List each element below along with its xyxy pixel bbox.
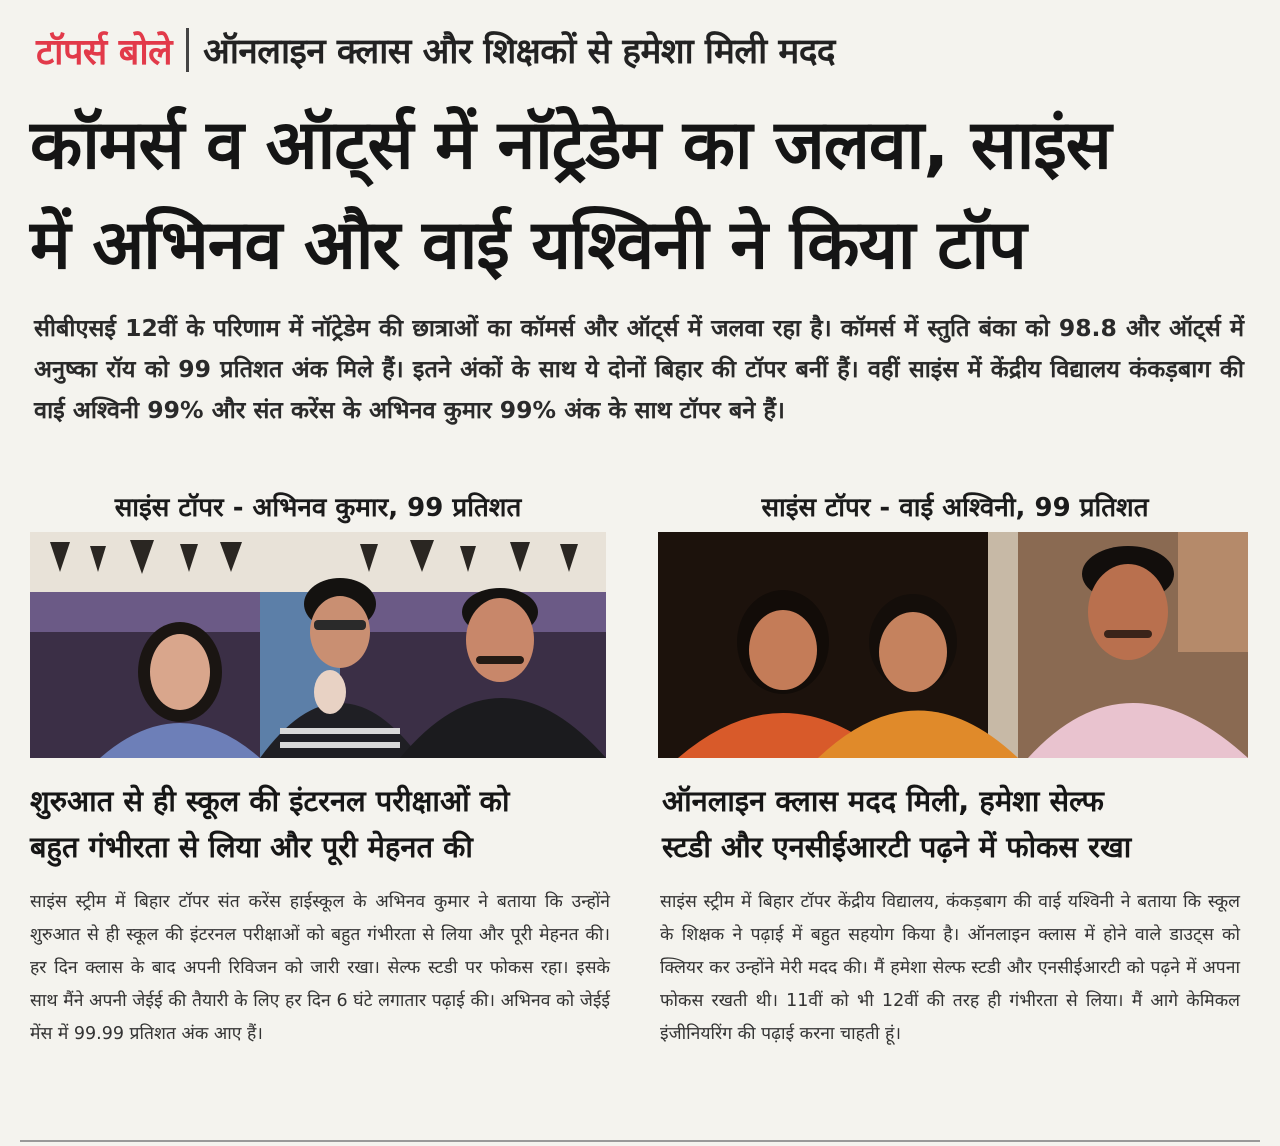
- headline: [30, 96, 1250, 296]
- right-photo-illustration: [658, 532, 1248, 758]
- left-photo: [30, 532, 606, 758]
- right-subhead: [662, 778, 1242, 870]
- left-article-body: साइंस स्ट्रीम में बिहार टॉपर संत करेंस हाईस्कूल के अभिनव कुमार ने बताया कि उन्होंने शुरुआत से ही स्कूल की इंटरनल परीक्षाओं को बहुत गंभीरता से लिया और पूरी मेहनत की। हर दिन क्लास के बाद अपनी रिविजन को जारी रखा। सेल्फ स्टडी पर फोकस रहा। इसके साथ मैंने अपनी जेईई की तैयारी के लिए हर दिन 6 घंटे लगातार पढ़ाई की। अभिनव को जेईई मेंस में 99.99 प्रतिशत अंक आए हैं।: [30, 892, 610, 1044]
- right-photo: [658, 532, 1248, 758]
- right-article-body: साइंस स्ट्रीम में बिहार टॉपर केंद्रीय विद्यालय, कंकड़बाग की वाई यश्विनी ने बताया कि स्कूल के शिक्षक ने पढ़ाई में बहुत सहयोग किया है। ऑनलाइन क्लास में होने वाले डाउट्स को क्लियर कर उन्होंने मेरी मदद की। मैं हमेशा सेल्फ स्टडी और एनसीईआरटी को पढ़ने में अपना फोकस रखती थी। 11वीं को भी 12वीं की तरह ही गंभीरता से लिया। मैं आगे केमिकल इंजीनियरिंग की पढ़ाई करना चाहती हूं।: [660, 892, 1240, 1044]
- section-tag: टॉपर्स बोले: [36, 31, 173, 73]
- left-subhead-line-2: बहुत गंभीरता से लिया और पूरी मेहनत की: [30, 830, 473, 864]
- left-subhead-line-1: शुरुआत से ही स्कूल की इंटरनल परीक्षाओं को: [30, 784, 510, 818]
- headline-line-1: कॉमर्स व ऑट्‌र्स में नॉट्रेडेम का जलवा, साइंस: [30, 106, 1111, 185]
- left-subhead: [30, 778, 610, 870]
- right-photo-caption: साइंस टॉपर - वाई अश्विनी, 99 प्रतिशत: [761, 493, 1149, 523]
- bottom-rule: [20, 1140, 1260, 1142]
- headline-line-2: में अभिनव और वाई यश्विनी ने किया टॉप: [30, 206, 1026, 285]
- right-subhead-line-2: स्टडी और एनसीईआरटी पढ़ने में फोकस रखा: [662, 830, 1132, 864]
- divider: [186, 28, 189, 72]
- right-subhead-line-1: ऑनलाइन क्लास मदद मिली, हमेशा सेल्फ: [662, 784, 1104, 818]
- kicker-bar: [36, 20, 1246, 80]
- left-photo-illustration: [30, 532, 606, 758]
- intro-paragraph: सीबीएसई 12वीं के परिणाम में नॉट्रेडेम की छात्राओं का कॉमर्स और ऑट्‌र्स में जलवा रहा है। कॉमर्स में स्तुति बंका को 98.8 और ऑट्‌र्स में अनुष्का रॉय को 99 प्रतिशत अंक मिले हैं। इतने अंकों के साथ ये दोनों बिहार की टॉपर बनीं हैं। वहीं साइंस में केंद्रीय विद्यालय कंकड़बाग की वाई अश्विनी 99% और संत करेंस के अभिनव कुमार 99% अंक के साथ टॉपर बने हैं।: [34, 314, 1244, 424]
- kicker-subtitle: ऑनलाइन क्लास और शिक्षकों से हमेशा मिली मदद: [203, 31, 835, 72]
- left-photo-caption: साइंस टॉपर - अभिनव कुमार, 99 प्रतिशत: [114, 493, 522, 523]
